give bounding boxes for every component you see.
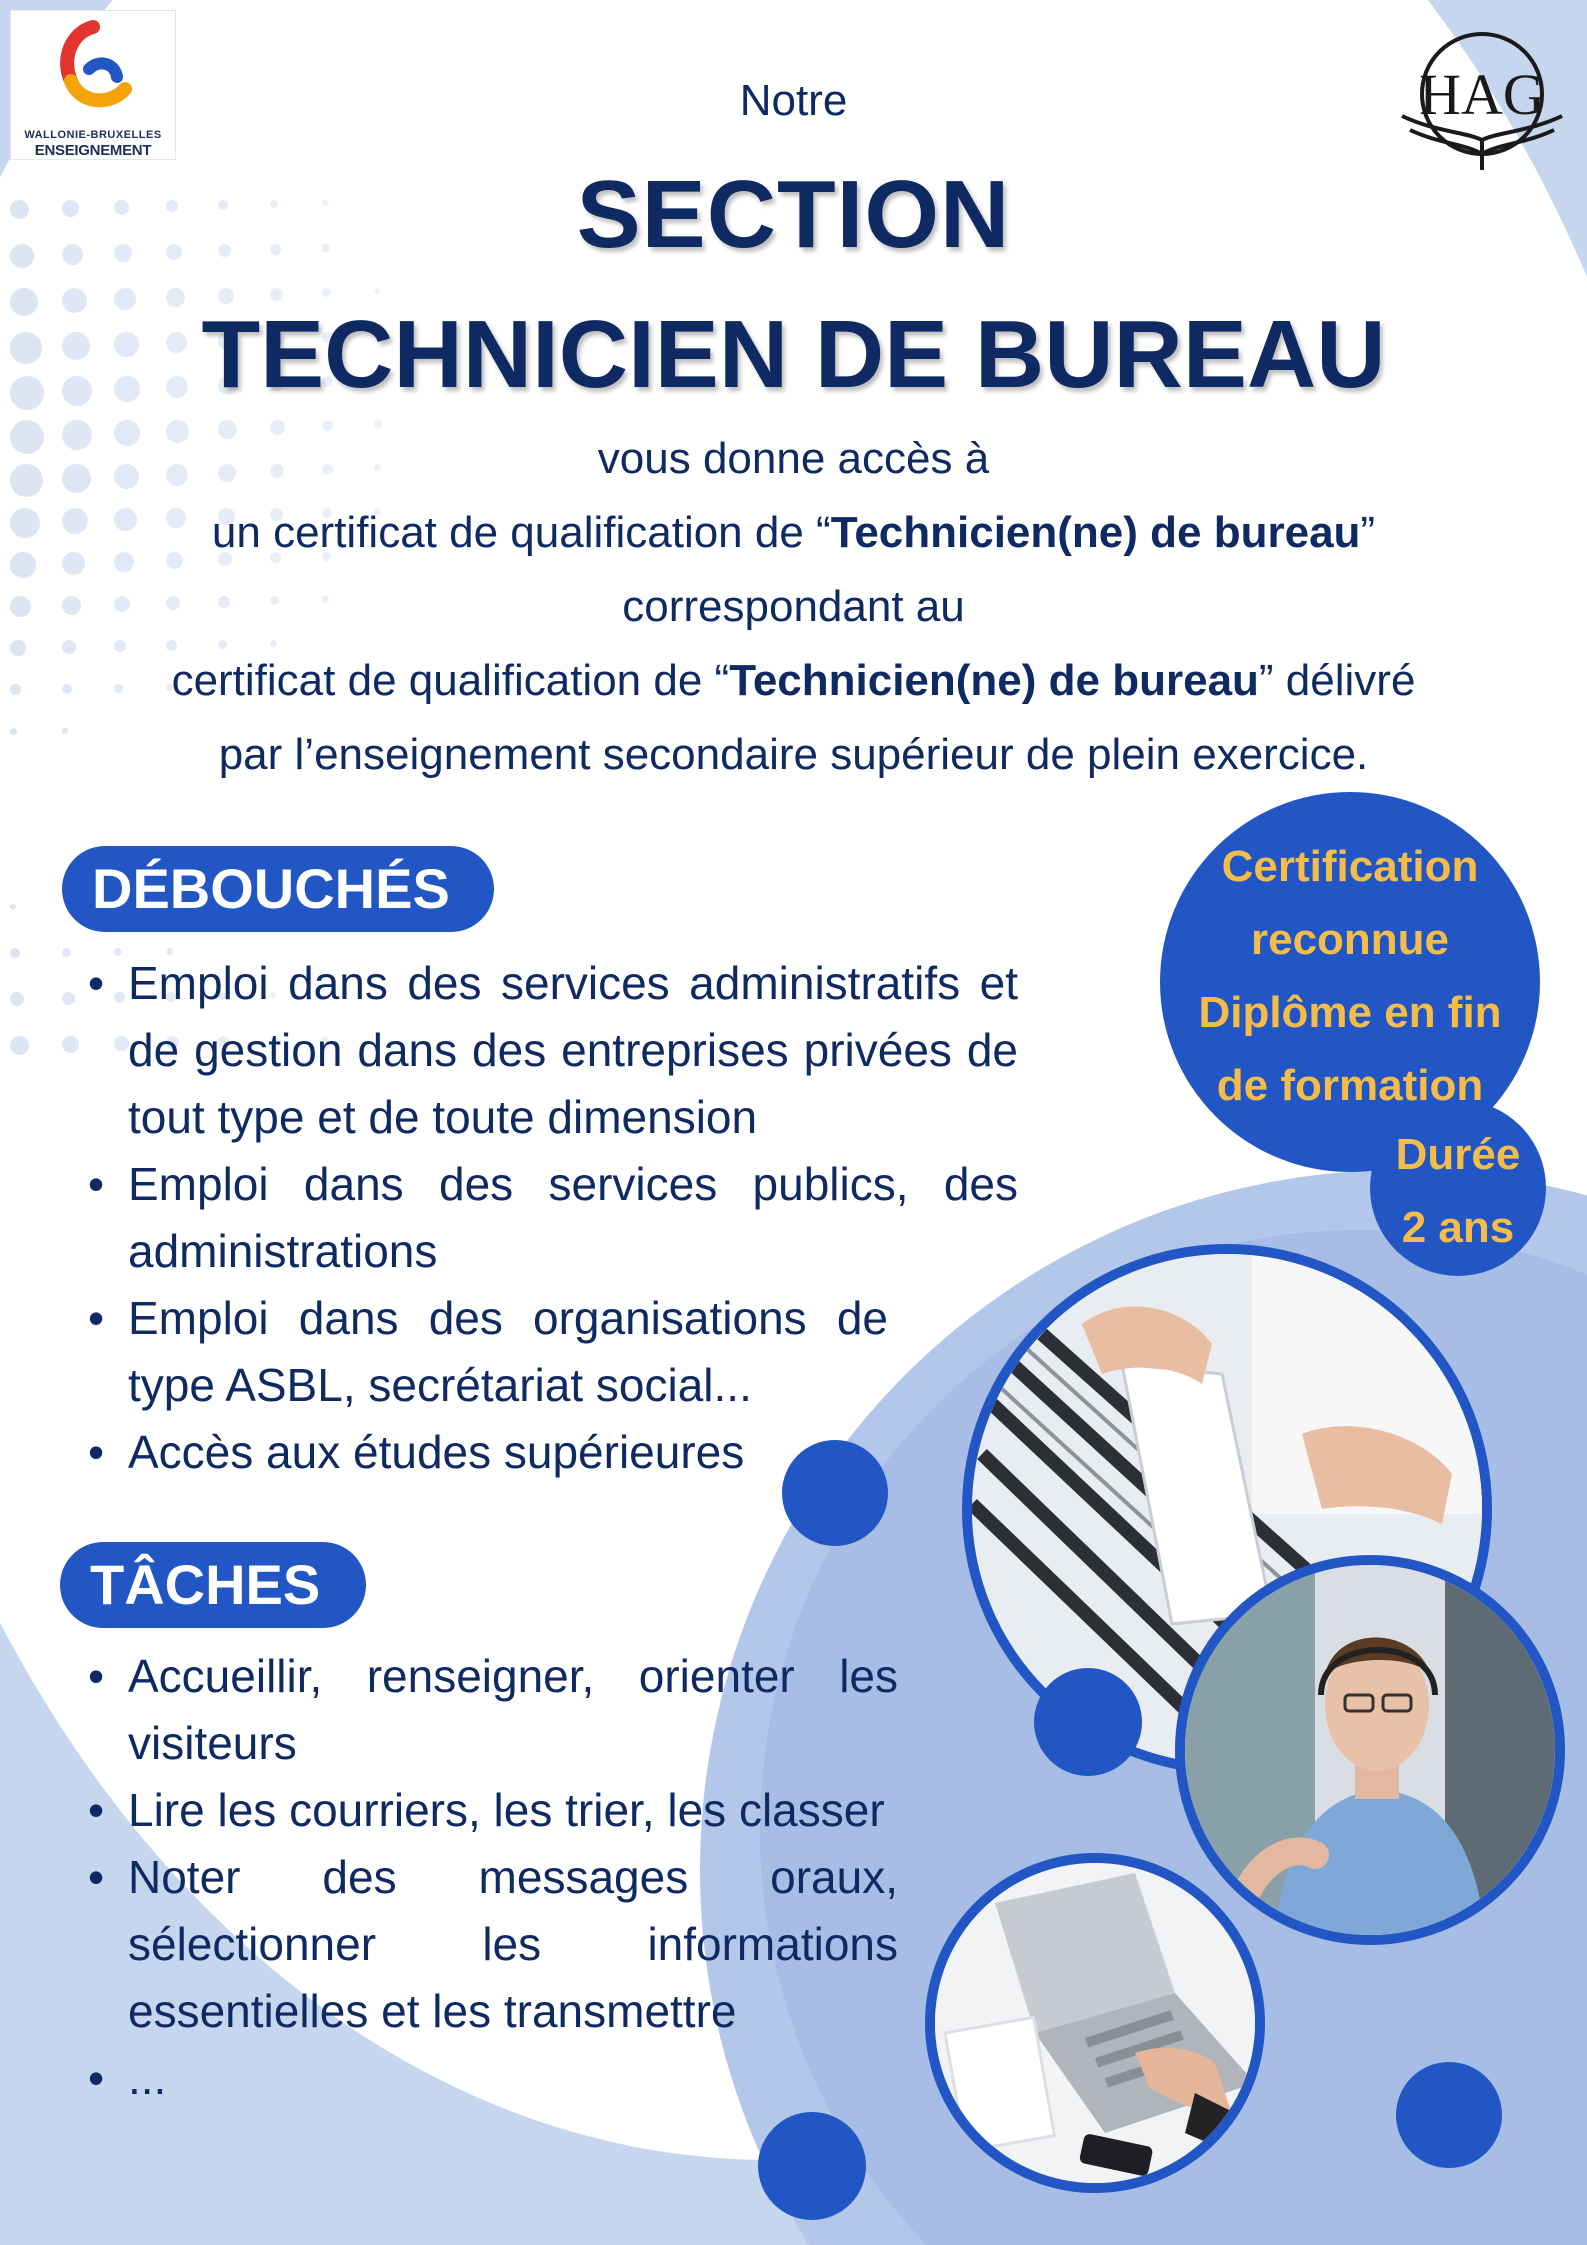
badge-line: reconnue <box>1250 915 1450 964</box>
decorative-dot <box>10 948 20 958</box>
decorative-circle <box>1034 1668 1142 1776</box>
list-item: • Lire les courriers, les trier, les classer <box>88 1777 898 1844</box>
taches-heading: TÂCHES <box>60 1542 366 1628</box>
title-technicien-de-bureau: TECHNICIEN DE BUREAU <box>201 301 1386 408</box>
decorative-dot <box>10 640 26 656</box>
intro-line-2: un certificat de qualification de “Technicien(ne) de bureau” <box>211 508 1376 557</box>
intro-line-4: certificat de qualification de “Technicien(ne) de bureau” délivré <box>171 656 1416 705</box>
badge-line: de formation <box>1216 1061 1484 1110</box>
intro-qualification-bold-2: Technicien(ne) de bureau <box>729 656 1259 705</box>
decorative-dot <box>374 420 382 428</box>
hag-logo-text: HAG <box>1419 62 1545 127</box>
wbe-logo-line2: ENSEIGNEMENT <box>34 142 152 159</box>
badge-line: Certification <box>1221 842 1479 891</box>
taches-list <box>88 1643 898 2112</box>
decorative-dot <box>62 948 71 957</box>
decorative-circle <box>1396 2062 1502 2168</box>
certification-badge-text <box>1160 830 1540 1122</box>
list-item: • Accueillir, renseigner, orienter les visiteurs <box>88 1643 898 1777</box>
intro-qualification-bold: Technicien(ne) de bureau <box>830 508 1361 557</box>
duration-badge-text <box>1370 1118 1546 1264</box>
decorative-dot <box>62 992 75 1005</box>
decorative-dot <box>270 640 277 647</box>
intro-line-5: par l’enseignement secondaire supérieur de plein exercice. <box>218 730 1369 779</box>
wbe-logo-line1: WALLONIE-BRUXELLES <box>24 129 162 141</box>
list-item: • Accès aux études supérieures <box>88 1419 1142 1486</box>
decorative-circle <box>782 1440 888 1546</box>
decorative-dot <box>270 288 283 301</box>
call-center-agent-photo <box>1175 1555 1565 1945</box>
badge-line: Diplôme en fin <box>1198 988 1502 1037</box>
decorative-circle <box>758 2112 866 2220</box>
list-item: • Emploi dans des organisations de type ASBL, secrétariat social... <box>88 1285 888 1419</box>
list-item: • Emploi dans des services administratifs et de gestion dans des entreprises privées de tout type et de toute dimension <box>88 950 1018 1151</box>
decorative-dot <box>166 640 177 651</box>
intro-line-3: correspondant au <box>622 582 965 631</box>
badge-line: 2 ans <box>1401 1203 1515 1252</box>
title-section: SECTION <box>576 161 1011 268</box>
list-item: • Emploi dans des services publics, des administrations <box>88 1151 1018 1285</box>
decorative-dot <box>62 640 76 654</box>
list-item: • ... <box>88 2045 898 2112</box>
list-item: • Noter des messages oraux, sélectionner les informations essentielles et les transmettre <box>88 1844 898 2045</box>
intro-line-1: vous donne accès à <box>597 434 990 483</box>
decorative-dot <box>218 640 227 649</box>
laptop-typing-photo <box>925 1853 1265 2193</box>
debouches-heading: DÉBOUCHÉS <box>62 846 494 932</box>
badge-line: Durée <box>1395 1130 1521 1179</box>
notre-label: Notre <box>739 76 848 125</box>
